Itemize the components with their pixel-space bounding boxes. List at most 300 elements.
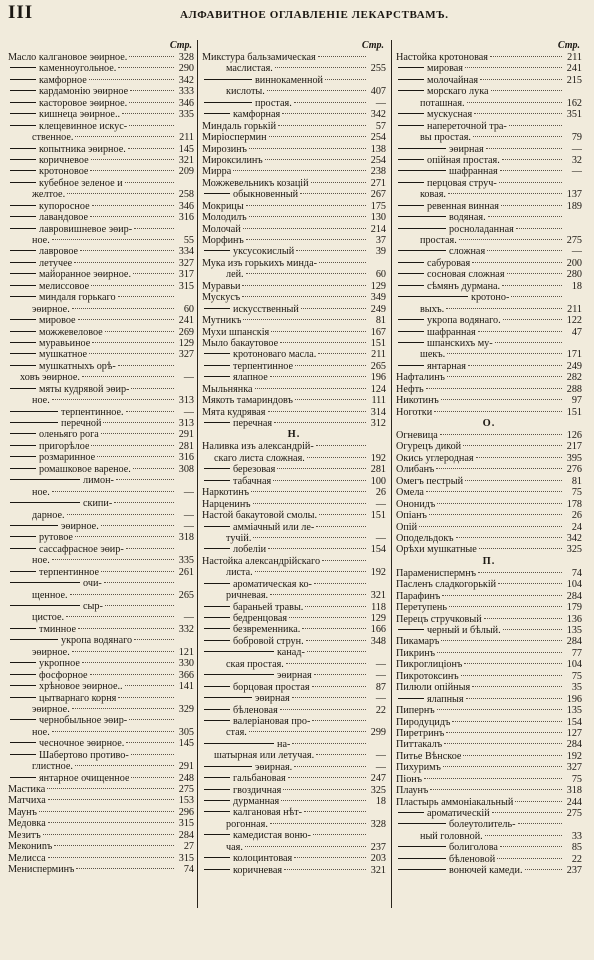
ditto-dash	[204, 640, 230, 641]
index-entry	[202, 246, 386, 257]
entry-name: кубебное зеленое и	[39, 177, 123, 189]
page-ref: 281	[178, 440, 194, 452]
entry-name: янтарное очищенное	[39, 772, 130, 784]
dot-leader	[292, 743, 366, 744]
ditto-dash	[204, 526, 230, 527]
dot-leader	[243, 228, 366, 229]
dot-leader	[465, 480, 562, 481]
page-ref: 151	[370, 510, 386, 522]
page-ref: 104	[566, 579, 582, 591]
page-ref: 296	[178, 806, 194, 818]
page-ref: 175	[370, 200, 386, 212]
page-ref: 276	[566, 464, 582, 476]
index-entry	[8, 612, 194, 623]
entry-name: Парафинъ	[396, 590, 441, 602]
index-entry	[202, 533, 386, 544]
dot-leader	[66, 616, 174, 617]
dot-leader	[491, 90, 562, 91]
index-entry	[8, 784, 194, 795]
entry-name: Пихуримъ	[396, 762, 441, 774]
entry-name: Мезитъ	[8, 829, 41, 841]
entry-name: сыр-	[83, 601, 103, 612]
index-entry	[202, 590, 386, 601]
entry-name: ромашковое вареное.	[39, 463, 131, 475]
ditto-dash	[204, 628, 230, 629]
dot-leader	[126, 742, 174, 743]
index-entry	[202, 258, 386, 269]
dot-leader	[92, 205, 174, 206]
page-ref: 129	[370, 280, 386, 292]
ditto-dash	[398, 159, 424, 160]
ditto-dash	[398, 846, 446, 847]
index-entry	[8, 178, 194, 189]
page-ref: 332	[178, 623, 194, 635]
entry-name: терпентинное	[233, 360, 294, 372]
ditto-dash	[204, 789, 230, 790]
entry-name: уксусокислый	[233, 246, 295, 258]
index-entry	[396, 659, 582, 670]
entry-name: Омела	[396, 487, 424, 499]
index-entry	[202, 853, 386, 864]
ditto-dash	[204, 834, 230, 835]
page-ref: 325	[370, 784, 386, 796]
page-ref: 346	[178, 200, 194, 212]
page-ref: 349	[370, 292, 386, 304]
dot-leader	[307, 457, 366, 458]
index-entry	[8, 853, 194, 864]
column-header: Стр.	[169, 40, 192, 51]
index-entry	[8, 658, 194, 669]
page-ref: 81	[571, 475, 582, 487]
page-ref: 18	[571, 280, 582, 292]
dot-leader	[284, 869, 366, 870]
dot-leader	[82, 662, 174, 663]
entry-name: Муравьи	[202, 280, 241, 292]
dot-leader	[311, 182, 366, 183]
ditto-dash	[204, 308, 230, 309]
ditto-dash	[398, 205, 424, 206]
dot-leader	[270, 594, 366, 595]
entry-name: аммiачный или ле-	[233, 521, 315, 533]
ditto-dash	[204, 743, 274, 744]
ditto-dash	[398, 216, 446, 217]
page-ref: —	[183, 612, 194, 624]
index-entry	[396, 86, 582, 97]
page-ref: 284	[178, 829, 194, 841]
dot-leader	[270, 823, 366, 824]
page-ref: —	[375, 97, 386, 109]
ditto-dash	[10, 685, 36, 686]
dot-leader	[463, 445, 562, 446]
index-entry	[202, 464, 386, 475]
entry-name: Огурецъ дикой	[396, 441, 462, 453]
dot-leader	[268, 411, 367, 412]
entry-name: Нарценинъ	[202, 498, 251, 510]
index-entry	[8, 407, 194, 418]
dot-leader	[465, 67, 562, 68]
page-ref: 18	[375, 796, 386, 807]
entry-name: болиголова	[449, 842, 498, 854]
page-ref: 335	[178, 555, 194, 567]
page-ref: 192	[370, 452, 386, 464]
ditto-dash	[398, 67, 424, 68]
ditto-dash	[204, 365, 230, 366]
entry-name: Микстура бальзамическая	[202, 52, 316, 63]
page-ref: 26	[375, 487, 386, 499]
entry-name: касторовое эѳирное.	[39, 97, 128, 109]
dot-leader	[129, 125, 174, 126]
entry-name: молочайная	[427, 74, 479, 86]
index-entry	[396, 717, 582, 728]
dot-leader	[437, 652, 562, 653]
index-entry	[8, 75, 194, 86]
ditto-dash	[10, 433, 36, 434]
dot-leader	[487, 250, 562, 251]
entry-name: коричневая	[233, 864, 283, 876]
entry-name: Огневица	[396, 430, 438, 441]
page-ref: 24	[571, 521, 582, 533]
index-entry	[8, 750, 194, 761]
dot-leader	[89, 79, 174, 80]
ditto-dash	[398, 629, 424, 630]
index-entry	[202, 602, 386, 613]
entry-name: табачная	[233, 475, 272, 487]
entry-name: камфорное	[39, 74, 87, 86]
dot-leader	[300, 193, 366, 194]
index-entry	[396, 338, 582, 349]
index-entry	[202, 178, 386, 189]
entry-name: кротоно-	[471, 292, 510, 304]
ditto-dash	[204, 811, 230, 812]
dot-leader	[78, 319, 174, 320]
ditto-dash	[10, 113, 36, 114]
dot-leader	[441, 640, 562, 641]
ditto-dash	[398, 698, 424, 699]
entry-name: сосновая сложная	[427, 269, 505, 281]
page-ref: 153	[178, 795, 194, 807]
dot-leader	[503, 319, 562, 320]
dot-leader	[447, 376, 562, 377]
page-ref: 196	[370, 372, 386, 384]
dot-leader	[286, 663, 366, 664]
index-entry	[202, 727, 386, 738]
index-entry	[396, 464, 582, 475]
column-divider	[197, 40, 198, 908]
dot-leader	[447, 353, 562, 354]
dot-leader	[242, 296, 366, 297]
entry-name: искусственный	[233, 303, 299, 315]
dot-leader	[48, 799, 174, 800]
page-ref: 318	[566, 785, 582, 797]
page-ref: 316	[178, 452, 194, 464]
dot-leader	[91, 445, 174, 446]
index-entry	[396, 304, 582, 315]
page-ref: 407	[370, 86, 386, 98]
entry-name: Плаунъ	[396, 785, 429, 797]
entry-name: купоросное	[39, 200, 90, 212]
index-entry	[396, 819, 582, 830]
dot-leader	[446, 308, 562, 309]
entry-name: черный и бѣлый.	[427, 625, 501, 636]
index-entry	[202, 189, 386, 200]
entry-name: Пикротоксинъ	[396, 670, 459, 682]
ditto-dash	[10, 571, 36, 572]
dot-leader	[294, 102, 366, 103]
page-ref: 127	[566, 727, 582, 739]
entry-name: копытника эѳирное.	[39, 143, 126, 155]
ditto-dash	[10, 170, 36, 171]
page-ref: 33	[571, 830, 582, 842]
entry-name: морскаго лука	[427, 86, 489, 98]
dot-leader	[492, 812, 562, 813]
entry-name: шпанскихъ му-	[427, 337, 493, 349]
ditto-dash	[204, 113, 230, 114]
index-entry	[202, 224, 386, 235]
entry-name: вонючей камеди.	[449, 865, 523, 877]
entry-name: хрѣновое эѳирное..	[39, 681, 123, 693]
entry-name: ковая.	[420, 189, 446, 201]
ditto-dash	[10, 79, 36, 80]
index-entry	[8, 532, 194, 543]
entry-name: Мухи шпанскія	[202, 326, 270, 338]
dot-leader	[501, 205, 562, 206]
index-entry	[8, 864, 194, 875]
page-ref: —	[183, 486, 194, 498]
page-ref: 37	[375, 235, 386, 246]
page-ref: 192	[566, 750, 582, 762]
dot-leader	[440, 434, 562, 435]
ditto-dash	[204, 709, 230, 710]
index-entry	[8, 155, 194, 166]
index-entry	[8, 738, 194, 749]
column-header: Стр.	[557, 40, 580, 51]
index-entry	[396, 694, 582, 705]
page-ref: 247	[370, 773, 386, 785]
dot-leader	[246, 239, 366, 240]
dot-leader	[502, 285, 562, 286]
entry-name: поташная.	[420, 97, 465, 109]
entry-name: эѳирная	[277, 670, 312, 682]
entry-name: янтарная	[427, 360, 466, 372]
index-entry	[8, 418, 194, 429]
dot-leader	[473, 136, 562, 137]
entry-name: розмаринное	[39, 452, 96, 464]
dot-leader	[467, 102, 562, 103]
ditto-dash	[398, 812, 424, 813]
index-entry	[8, 773, 194, 784]
index-entry	[396, 671, 582, 682]
page-ref: 284	[566, 739, 582, 751]
entry-name: Настойка кротоновая	[396, 52, 488, 63]
dot-leader	[274, 422, 366, 423]
page-ref: 209	[178, 166, 194, 178]
page-ref: 124	[370, 383, 386, 395]
page-ref: 237	[566, 865, 582, 877]
index-entry	[8, 372, 194, 383]
page-ref: 154	[566, 716, 582, 728]
dot-leader	[129, 719, 174, 720]
dot-leader	[437, 709, 562, 710]
index-entry	[8, 475, 194, 486]
dot-leader	[488, 216, 562, 217]
page-ref: 329	[178, 703, 194, 715]
dot-leader	[459, 239, 562, 240]
dot-leader	[131, 754, 174, 755]
dot-leader	[319, 514, 366, 515]
index-entry	[8, 201, 194, 212]
entry-name: Мекониnъ	[8, 841, 53, 853]
index-entry	[202, 624, 386, 635]
page-ref: 269	[178, 326, 194, 338]
index-entry	[8, 384, 194, 395]
page-ref: 122	[566, 315, 582, 327]
dot-leader	[47, 788, 174, 789]
index-entry	[396, 292, 582, 303]
dot-leader	[92, 342, 174, 343]
index-entry	[202, 269, 386, 280]
ditto-dash	[204, 686, 230, 687]
page-ref: 145	[178, 738, 194, 750]
page-ref: 255	[370, 63, 386, 75]
entry-name: виннокаменной	[255, 74, 323, 86]
index-entry	[8, 246, 194, 257]
index-entry	[202, 121, 386, 132]
dot-leader	[271, 331, 366, 332]
page-ref: 179	[566, 602, 582, 614]
index-entry	[396, 166, 582, 177]
entry-name: напереточной тра-	[427, 120, 507, 132]
page-ref: 129	[178, 337, 194, 349]
dot-leader	[500, 170, 562, 171]
column-divider	[391, 40, 392, 908]
page-ref: 81	[375, 315, 386, 327]
page-ref: 254	[370, 154, 386, 166]
dot-leader	[52, 399, 174, 400]
entry-name: Миріоспермин	[202, 132, 267, 144]
dot-leader	[249, 731, 366, 732]
ditto-dash	[398, 319, 424, 320]
entry-name: ное.	[32, 486, 50, 498]
entry-name: цистое.	[32, 612, 65, 624]
page-ref: 215	[566, 74, 582, 86]
dot-leader	[490, 56, 562, 57]
index-entry	[202, 212, 386, 223]
index-entry	[202, 304, 386, 315]
ditto-dash	[204, 674, 274, 675]
entry-name: Питье Вѣнское	[396, 750, 462, 762]
index-entry	[8, 498, 194, 509]
dot-leader	[233, 170, 366, 171]
dot-leader	[463, 755, 562, 756]
ditto-dash	[10, 262, 36, 263]
index-entry	[396, 614, 582, 625]
dot-leader	[430, 789, 562, 790]
entry-name: Мыло бакаутовое	[202, 337, 279, 349]
index-entry	[396, 808, 582, 819]
entry-name: перцовая струч-	[427, 177, 497, 189]
ditto-dash	[204, 651, 274, 652]
ditto-dash	[10, 365, 36, 366]
page-ref: 87	[375, 681, 386, 693]
index-entry	[202, 693, 386, 704]
dot-leader	[434, 411, 562, 412]
dot-leader	[249, 148, 366, 149]
page-ref: 342	[566, 532, 582, 544]
dot-leader	[90, 674, 174, 675]
entry-name: мелиссовое	[39, 280, 90, 292]
ditto-dash	[398, 228, 446, 229]
page-ref: —	[375, 761, 386, 773]
index-entry	[8, 601, 194, 612]
entry-name: простая.	[420, 235, 457, 246]
ditto-dash	[204, 766, 252, 767]
ditto-dash	[398, 79, 424, 80]
dot-leader	[499, 182, 562, 183]
page-ref: —	[571, 143, 582, 155]
dot-leader	[90, 170, 174, 171]
entry-name: лимон-	[83, 475, 114, 487]
entry-name: лобеліи	[233, 544, 267, 556]
entry-name: муравьиное	[39, 337, 91, 349]
dot-leader	[525, 869, 563, 870]
entry-name: Ноготки	[396, 406, 433, 418]
entry-name: чесночное эѳирное.	[39, 738, 125, 750]
entry-name: эѳирная.	[255, 761, 293, 773]
dot-leader	[316, 754, 366, 755]
index-entry	[8, 441, 194, 452]
entry-name: Нефть	[396, 383, 424, 395]
entry-name: ное.	[32, 235, 50, 246]
ditto-dash	[398, 113, 424, 114]
entry-name: Пипернъ	[396, 705, 435, 717]
dot-leader	[497, 858, 562, 859]
entry-name: ялапныя	[427, 693, 464, 705]
entry-name: фосфорное	[39, 669, 88, 681]
dot-leader	[116, 479, 174, 480]
page-ref: 248	[178, 772, 194, 784]
dot-leader	[306, 640, 366, 641]
page-ref: 327	[178, 349, 194, 361]
page-ref: 314	[370, 406, 386, 418]
dot-leader	[118, 296, 174, 297]
entry-name: лавандовое	[39, 212, 89, 224]
dot-leader	[314, 583, 366, 584]
dot-leader	[267, 90, 366, 91]
ditto-dash	[10, 148, 36, 149]
dot-leader	[255, 571, 366, 572]
dot-leader	[318, 353, 366, 354]
page-ref: 275	[566, 235, 582, 246]
page-ref: 342	[178, 74, 194, 86]
index-entry	[8, 429, 194, 440]
index-entry	[202, 579, 386, 590]
entry-name: Мирозинъ	[202, 143, 247, 155]
dot-leader	[516, 228, 562, 229]
entry-name: шекъ.	[420, 349, 446, 361]
page-ref: 22	[571, 853, 582, 865]
entry-name: мушкатныхъ орѣ-	[39, 360, 116, 372]
index-entry	[396, 384, 582, 395]
index-entry	[8, 361, 194, 372]
page-ref: 26	[571, 510, 582, 522]
index-entry	[396, 854, 582, 865]
ditto-dash	[10, 536, 36, 537]
dot-leader	[456, 537, 562, 538]
dot-leader	[97, 456, 174, 457]
index-entry	[396, 705, 582, 716]
ditto-dash	[204, 353, 230, 354]
ditto-dash	[398, 250, 446, 251]
